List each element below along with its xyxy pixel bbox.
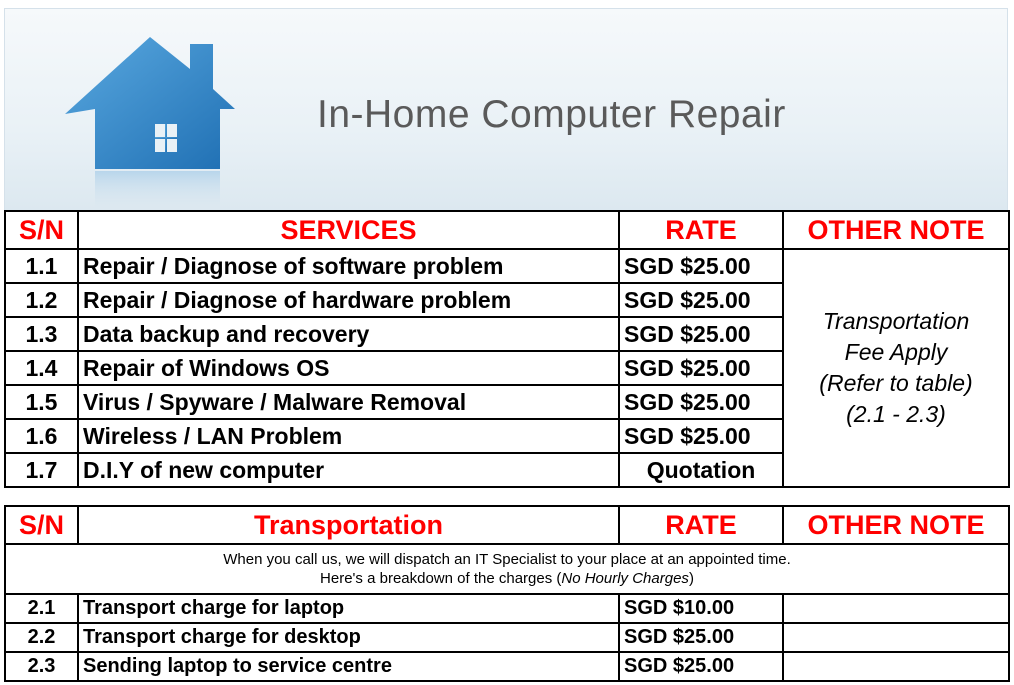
rate-cell: SGD $25.00 — [619, 351, 783, 385]
rate-cell: SGD $25.00 — [619, 419, 783, 453]
rate-cell: SGD $25.00 — [619, 623, 783, 652]
transport-header-row — [5, 506, 1009, 544]
house-icon — [45, 19, 245, 212]
sn-cell: 1.6 — [5, 419, 78, 453]
sn-cell: 2.3 — [5, 652, 78, 681]
service-cell: Wireless / LAN Problem — [78, 419, 619, 453]
service-cell: Virus / Spyware / Malware Removal — [78, 385, 619, 419]
header-services: SERVICES — [78, 211, 619, 249]
sn-cell: 1.1 — [5, 249, 78, 283]
table-row — [5, 249, 1009, 283]
service-cell: Transport charge for desktop — [78, 623, 619, 652]
info-row — [5, 544, 1009, 594]
sn-cell: 2.2 — [5, 623, 78, 652]
header-rate: RATE — [619, 506, 783, 544]
table-row — [5, 623, 1009, 652]
header-transportation: Transportation — [78, 506, 619, 544]
note-line: (Refer to table) — [819, 370, 973, 396]
service-cell: D.I.Y of new computer — [78, 453, 619, 487]
rate-cell: SGD $25.00 — [619, 283, 783, 317]
header-other-note: OTHER NOTE — [783, 506, 1009, 544]
dispatch-info — [5, 544, 1009, 594]
rate-cell: SGD $25.00 — [619, 317, 783, 351]
rate-cell: SGD $10.00 — [619, 594, 783, 623]
sn-cell: 1.7 — [5, 453, 78, 487]
services-table — [4, 210, 1010, 488]
sn-cell: 2.1 — [5, 594, 78, 623]
rate-cell: SGD $25.00 — [619, 249, 783, 283]
note-cell — [783, 594, 1009, 623]
rate-cell: SGD $25.00 — [619, 652, 783, 681]
rate-cell: Quotation — [619, 453, 783, 487]
header-rate: RATE — [619, 211, 783, 249]
header-banner — [4, 8, 1008, 212]
info-prefix: Here's a breakdown of the charges ( — [320, 570, 562, 587]
note-line: Fee Apply — [844, 339, 948, 365]
service-cell: Sending laptop to service centre — [78, 652, 619, 681]
table-row — [5, 652, 1009, 681]
sn-cell: 1.2 — [5, 283, 78, 317]
sn-cell: 1.3 — [5, 317, 78, 351]
info-line-2 — [6, 569, 1008, 588]
service-cell: Data backup and recovery — [78, 317, 619, 351]
note-line: (2.1 - 2.3) — [846, 401, 946, 427]
service-cell: Repair of Windows OS — [78, 351, 619, 385]
info-line-1: When you call us, we will dispatch an IT Specialist to your place at an appointed time. — [223, 551, 791, 568]
other-note-cell — [783, 249, 1009, 487]
info-italic: No Hourly Charges — [561, 570, 689, 587]
header-other-note: OTHER NOTE — [783, 211, 1009, 249]
note-cell — [783, 652, 1009, 681]
note-cell — [783, 623, 1009, 652]
info-suffix: ) — [688, 570, 694, 587]
note-line: Transportation — [822, 308, 970, 334]
header-sn: S/N — [5, 211, 78, 249]
service-cell: Repair / Diagnose of software problem — [78, 249, 619, 283]
rate-cell: SGD $25.00 — [619, 385, 783, 419]
sn-cell: 1.5 — [5, 385, 78, 419]
services-header-row — [5, 211, 1009, 249]
table-row — [5, 594, 1009, 623]
sn-cell: 1.4 — [5, 351, 78, 385]
header-sn: S/N — [5, 506, 78, 544]
banner-title: In-Home Computer Repair — [317, 93, 786, 136]
transport-table — [4, 505, 1010, 682]
service-cell: Transport charge for laptop — [78, 594, 619, 623]
service-cell: Repair / Diagnose of hardware problem — [78, 283, 619, 317]
